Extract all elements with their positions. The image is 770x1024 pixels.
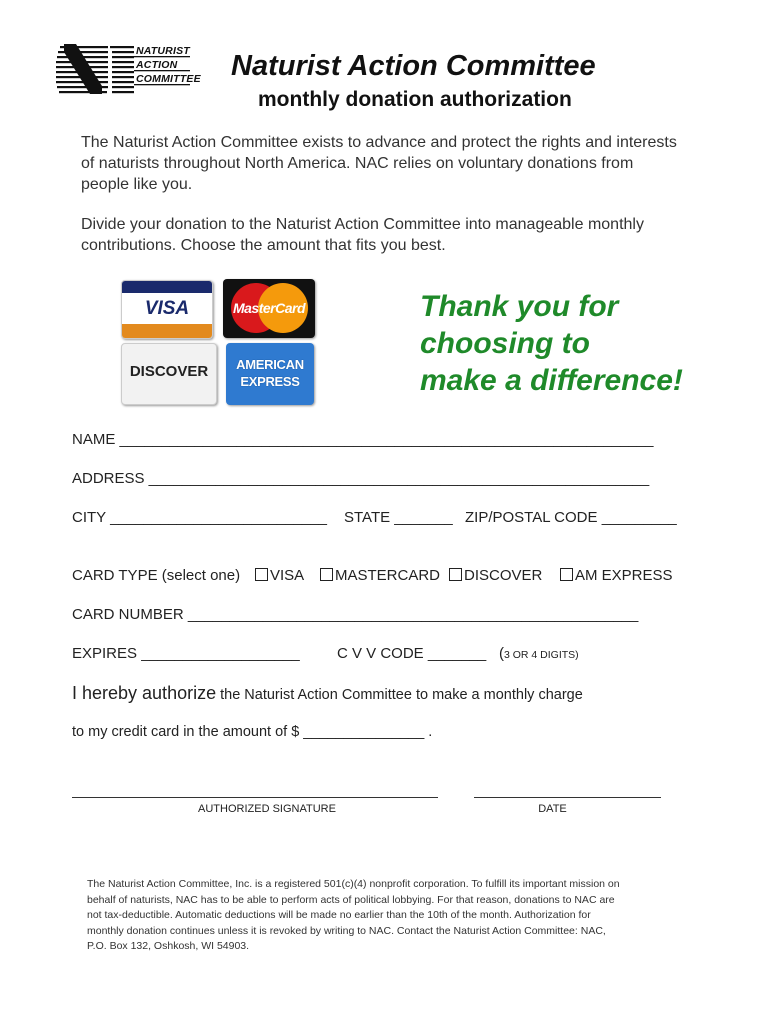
cvv-note (499, 645, 579, 662)
thank-you-line-1: Thank you for (420, 290, 619, 323)
footer-disclaimer: The Naturist Action Committee, Inc. is a registered 501(c)(4) nonprofit corporation. To fulfill its important mission on behalf of naturists, NAC has to be able to perform acts of political lobbying. For that reason, donations to NAC are not tax-deductible. Automatic deductions will be made no earlier than the 10th of the month. Authorization for monthly donation continues unless it is revoked by writing to NAC. Contact the Naturist Action Committee: NAC, P.O. Box 132, Oshkosh, WI 54903. (87, 878, 620, 952)
mastercard-checkbox[interactable] (320, 568, 333, 581)
signature-line[interactable] (72, 797, 438, 798)
address-field[interactable]: ADDRESS ____________________________________________________________ (72, 470, 650, 487)
amex-option-label: AM EXPRESS (575, 567, 673, 584)
visa-option-label: VISA (270, 567, 305, 584)
discover-option-label: DISCOVER (464, 567, 543, 584)
date-line[interactable] (474, 797, 661, 798)
page-subtitle: monthly donation authorization (258, 88, 572, 111)
card-type-label: CARD TYPE (select one) (72, 567, 241, 584)
logo-text-committee: COMMITTEE (136, 73, 201, 85)
signature-label: AUTHORIZED SIGNATURE (198, 803, 336, 815)
amex-logo (226, 343, 314, 405)
cvv-field[interactable]: C V V CODE _______ (337, 645, 487, 662)
mastercard-logo-text: MasterCard (232, 300, 306, 316)
authorization-statement (72, 683, 583, 704)
amex-logo-text (226, 356, 314, 390)
card-option-amex[interactable] (560, 567, 673, 584)
card-option-visa[interactable] (255, 567, 304, 584)
expires-field[interactable]: EXPIRES ___________________ (72, 645, 300, 662)
amex-line-1: AMERICAN (236, 357, 304, 372)
date-label: DATE (538, 803, 567, 815)
nac-logo (54, 44, 201, 94)
visa-checkbox[interactable] (255, 568, 268, 581)
state-field[interactable]: STATE _______ (344, 509, 453, 526)
intro-paragraph-1: The Naturist Action Committee exists to advance and protect the rights and interests of naturists throughout North America. NAC relies on voluntary donations from people like you. (81, 134, 677, 193)
amex-checkbox[interactable] (560, 568, 573, 581)
mastercard-option-label: MASTERCARD (335, 567, 441, 584)
mastercard-logo (223, 279, 315, 338)
thank-you-line-2: choosing to (420, 327, 590, 360)
discover-checkbox[interactable] (449, 568, 462, 581)
logo-text-action: ACTION (136, 59, 178, 71)
amount-field[interactable]: to my credit card in the amount of $ _______________ . (72, 724, 433, 740)
visa-logo-text: VISA (144, 298, 190, 319)
name-field[interactable]: NAME ________________________________________________________________ (72, 431, 654, 448)
cvv-note-paren: ( (499, 645, 504, 662)
logo-text-naturist: NATURIST (136, 45, 190, 57)
city-field[interactable]: CITY __________________________ (72, 509, 327, 526)
card-number-field[interactable]: CARD NUMBER ______________________________________________________ (72, 606, 639, 623)
thank-you-message (420, 288, 720, 399)
page-title: Naturist Action Committee (231, 50, 596, 82)
discover-logo-text: DISCOVER (129, 363, 209, 380)
intro-paragraph-2: Divide your donation to the Naturist Action Committee into manageable monthly contributions. Choose the amount that fits you best. (81, 216, 644, 254)
card-option-discover[interactable] (449, 567, 542, 584)
card-option-mastercard[interactable] (320, 567, 440, 584)
discover-logo (121, 343, 217, 405)
authorization-lead: I hereby authorize (72, 683, 217, 703)
zip-field[interactable]: ZIP/POSTAL CODE _________ (465, 509, 677, 526)
authorization-rest: the Naturist Action Committee to make a monthly charge (216, 687, 583, 703)
cvv-note-text: 3 OR 4 DIGITS) (504, 649, 579, 661)
visa-logo (121, 280, 213, 339)
amex-line-2: EXPRESS (240, 374, 300, 389)
thank-you-line-3: make a difference! (420, 364, 683, 397)
